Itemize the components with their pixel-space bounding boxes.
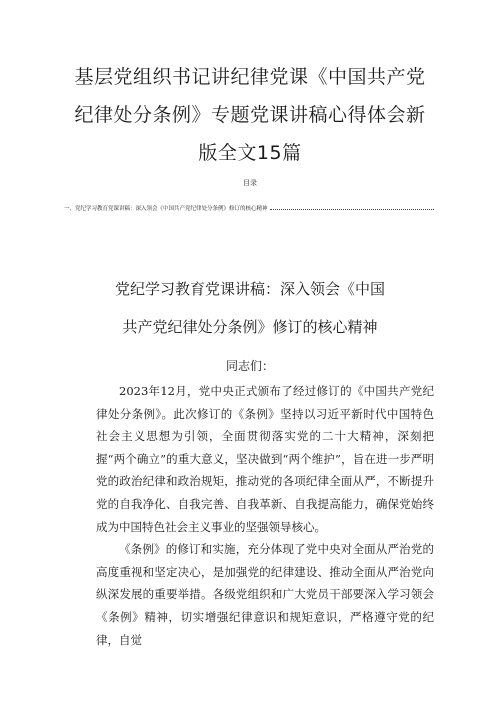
document-title-line: 版全文15篇 [198, 142, 302, 164]
section-title-line: 党纪学习教育党课讲稿：深入领会《中国 [114, 280, 385, 298]
toc-entry[interactable] [64, 205, 436, 213]
salutation: 同志们： [225, 359, 274, 373]
body-paragraph: 2023年12月，党中央正式颁布了经过修订的《中国共产党纪律处分条例》。此次修订的《条例》坚持以习近平新时代中国特色社会主义思想为引领，全面贯彻落实党的二十大精神，深刻把握“两个确立”的重大意义，坚决做到“两个维护”，旨在进一步严明党的政治纪律和政治规矩，推动党的各项纪律全面从严，不断提升党的自我净化、自我完善、自我革新、自我提高能力，确保党始终成为中国特色社会主义事业的坚强领导核心。 [96, 384, 434, 534]
document-title-line: 基层党组织书记讲纪律党课《中国共产党 [74, 66, 426, 88]
toc-entry-text: 一、党纪学习教育党课讲稿：深入领会《中国共产党纪律处分条例》修订的核心精神 [64, 206, 268, 212]
toc-heading: 目录 [243, 179, 257, 187]
document-title [40, 58, 460, 172]
body-text [96, 380, 434, 651]
section-title [40, 270, 460, 346]
toc-leader-dots [270, 208, 434, 210]
section-title-line: 共产党纪律处分条例》修订的核心精神 [122, 318, 378, 336]
body-paragraph: 《条例》的修订和实施，充分体现了党中央对全面从严治党的高度重视和坚定决心，是加强党的纪律建设、推动全面从严治党向纵深发展的重要举措。各级党组织和广大党员干部要深入学习领会《条例》精神，切实增强纪律意识和规矩意识，严格遵守党的纪律，自觉 [96, 542, 434, 647]
document-title-line: 纪律处分条例》专题党课讲稿心得体会新 [74, 104, 426, 126]
